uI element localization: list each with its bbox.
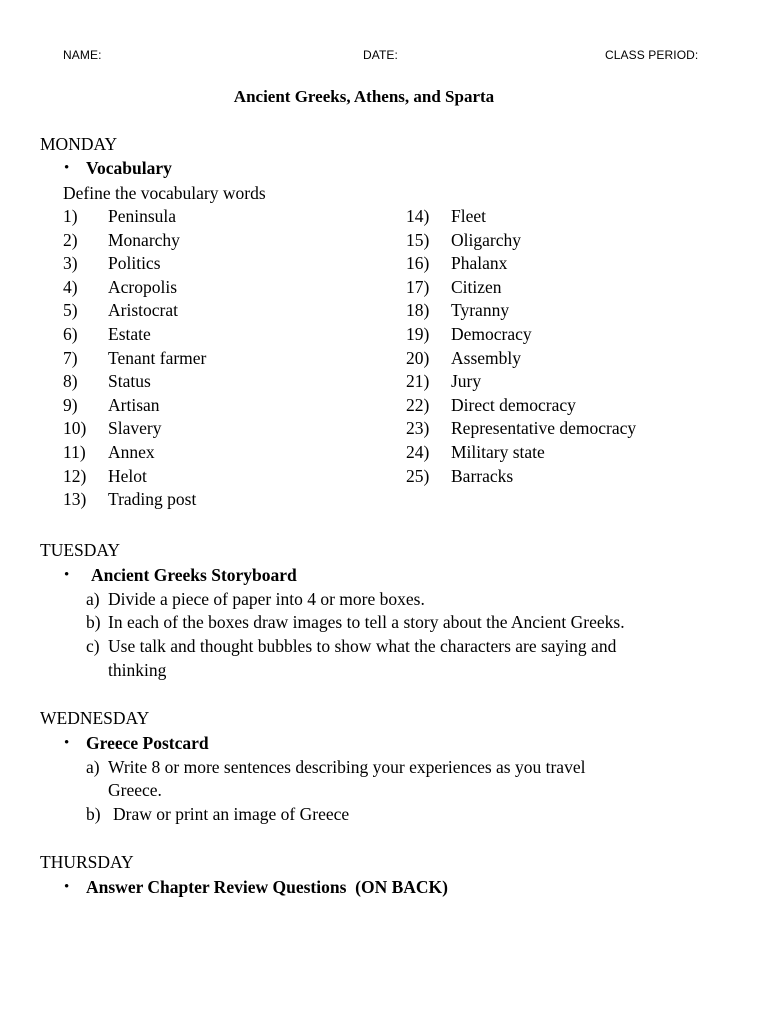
storyboard-title: Ancient Greeks Storyboard [91, 565, 297, 585]
class-period-label: CLASS PERIOD: [605, 48, 699, 62]
vocab-word: Artisan [108, 394, 160, 415]
list-item: Divide a piece of paper into 4 or more boxes. [108, 589, 425, 609]
vocab-word: Representative democracy [451, 418, 637, 439]
vocab-word: Fleet [451, 206, 486, 226]
vocab-word: Estate [108, 324, 151, 344]
vocab-number: 1) [63, 206, 78, 226]
monday-heading: MONDAY [40, 134, 118, 154]
vocab-word: Politics [108, 253, 161, 274]
vocab-word: Assembly [451, 347, 521, 368]
vocab-number: 17) [406, 276, 430, 297]
vocab-number: 25) [406, 465, 430, 486]
vocabulary-title: Vocabulary [86, 158, 172, 178]
vocab-number: 13) [63, 489, 87, 510]
vocab-number: 18) [406, 300, 430, 321]
vocab-number: 3) [63, 253, 78, 274]
list-item: Use talk and thought bubbles to show what the characters are saying and [108, 636, 617, 656]
page-title: Ancient Greeks, Athens, and Sparta [233, 87, 495, 106]
vocab-word: Citizen [451, 276, 502, 297]
vocab-number: 23) [406, 418, 430, 439]
vocab-number: 16) [406, 253, 430, 274]
list-letter: a) [86, 757, 100, 777]
vocab-word: Phalanx [451, 253, 508, 274]
vocab-number: 11) [63, 442, 86, 462]
vocab-number: 24) [406, 442, 430, 462]
vocab-number: 19) [406, 324, 430, 344]
vocab-word: Peninsula [108, 206, 177, 226]
list-item: Write 8 or more sentences describing your experiences as you travel [108, 757, 586, 777]
vocab-word: Jury [451, 371, 482, 392]
wednesday-heading: WEDNESDAY [40, 708, 150, 728]
vocab-word: Acropolis [108, 276, 178, 297]
list-letter: b) [86, 804, 101, 824]
vocab-word: Tenant farmer [108, 347, 207, 368]
bullet-icon: • [64, 735, 70, 751]
list-letter: a) [86, 589, 100, 609]
list-letter: c) [86, 636, 100, 656]
vocab-word: Tyranny [451, 300, 510, 321]
list-item-continuation: Greece. [108, 780, 162, 800]
vocab-number: 14) [406, 206, 430, 226]
vocab-word: Slavery [108, 418, 162, 439]
vocab-number: 5) [63, 300, 78, 321]
postcard-title: Greece Postcard [86, 733, 209, 753]
vocab-number: 2) [63, 229, 78, 250]
list-letter: b) [86, 612, 101, 632]
vocab-number: 9) [63, 394, 78, 415]
list-item: In each of the boxes draw images to tell a story about the Ancient Greeks. [108, 612, 625, 632]
vocab-word: Status [108, 371, 151, 392]
vocab-word: Direct democracy [451, 394, 576, 415]
vocab-number: 7) [63, 347, 78, 368]
tuesday-heading: TUESDAY [40, 540, 121, 560]
vocab-word: Barracks [451, 465, 514, 486]
bullet-icon: • [64, 567, 70, 583]
list-item-continuation: thinking [108, 660, 167, 680]
review-questions-title: Answer Chapter Review Questions (ON BACK) [86, 877, 448, 897]
bullet-icon: • [64, 879, 70, 895]
vocab-number: 4) [63, 276, 78, 297]
vocab-number: 8) [63, 371, 78, 392]
vocab-number: 22) [406, 394, 430, 415]
list-item: Draw or print an image of Greece [113, 804, 350, 824]
vocabulary-instruction: Define the vocabulary words [63, 183, 266, 203]
vocab-number: 15) [406, 229, 430, 250]
vocab-word: Annex [108, 442, 155, 462]
vocab-number: 10) [63, 418, 87, 439]
bullet-icon: • [64, 160, 70, 176]
vocab-word: Trading post [108, 489, 197, 510]
vocab-word: Democracy [451, 324, 532, 344]
vocab-number: 12) [63, 465, 87, 486]
vocab-number: 6) [63, 324, 78, 344]
thursday-heading: THURSDAY [40, 852, 134, 872]
vocab-number: 21) [406, 371, 430, 392]
vocab-word: Aristocrat [108, 300, 178, 321]
vocab-word: Military state [451, 442, 545, 462]
date-label: DATE: [363, 48, 398, 62]
vocab-word: Oligarchy [451, 229, 521, 250]
name-label: NAME: [63, 48, 102, 62]
vocab-word: Helot [108, 465, 147, 486]
vocab-number: 20) [406, 347, 430, 368]
vocab-word: Monarchy [108, 229, 180, 250]
